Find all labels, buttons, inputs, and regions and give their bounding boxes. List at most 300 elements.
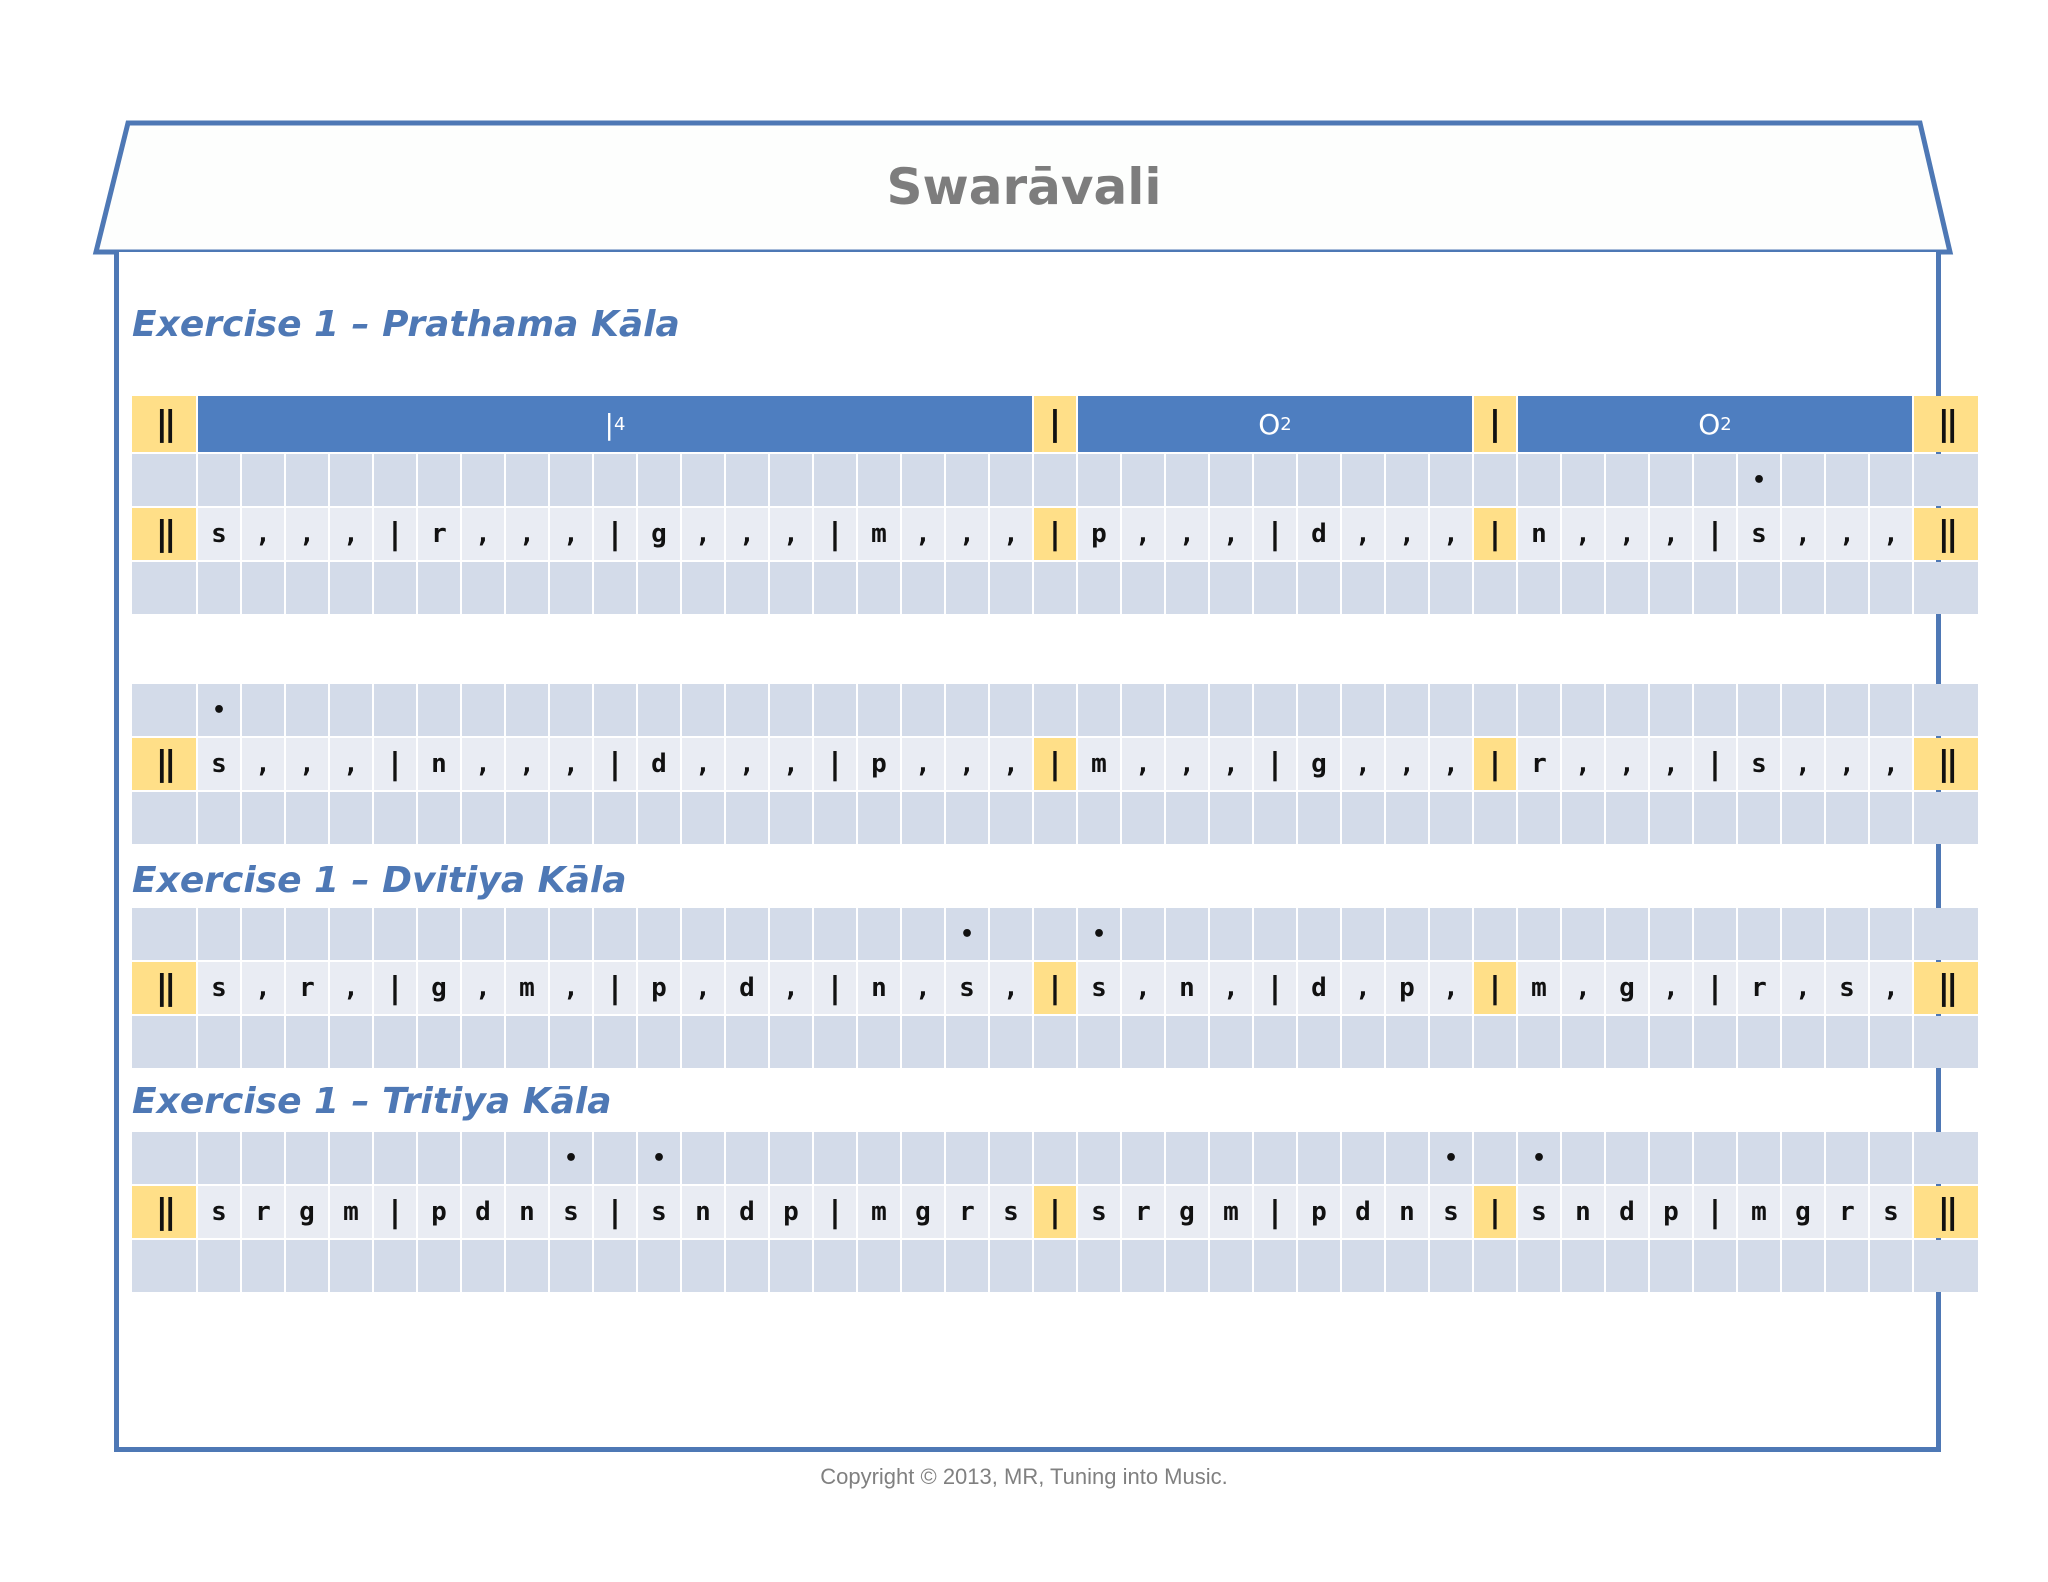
notation-table xyxy=(132,396,1955,614)
dot-cell xyxy=(286,684,328,736)
dot-cell xyxy=(286,1016,328,1068)
dot-cell xyxy=(1606,1132,1648,1184)
dot-cell xyxy=(990,454,1032,506)
dot-cell xyxy=(1122,562,1164,614)
rest-mark: , xyxy=(1355,519,1371,549)
beat-bar: | xyxy=(389,1194,401,1230)
dot-cell xyxy=(1518,1132,1560,1184)
lower-dot-row xyxy=(132,792,1920,844)
dot-cell xyxy=(1034,1240,1076,1292)
beat-bar: | xyxy=(1709,1194,1721,1230)
dot-cell xyxy=(1078,684,1120,736)
dot-cell xyxy=(902,1240,944,1292)
swara-note: r xyxy=(1531,749,1547,779)
note-cell xyxy=(1430,738,1472,790)
note-cell xyxy=(1738,962,1780,1014)
rest-mark: , xyxy=(1795,519,1811,549)
note-cell xyxy=(1562,508,1604,560)
note-cell xyxy=(198,1186,240,1238)
dot-cell xyxy=(814,562,856,614)
rest-mark: , xyxy=(343,749,359,779)
lower-dot-row xyxy=(132,562,1920,614)
dot-cell xyxy=(506,908,548,960)
swara-note: r xyxy=(299,973,315,1003)
dot-cell xyxy=(990,908,1032,960)
dot-cell xyxy=(1210,1240,1252,1292)
dot-cell-end xyxy=(1914,1016,1978,1068)
swara-note: g xyxy=(651,519,667,549)
swara-note: d xyxy=(1311,519,1327,549)
swara-note: r xyxy=(1135,1197,1151,1227)
note-cell xyxy=(726,962,768,1014)
note-cell xyxy=(814,738,856,790)
dot-cell xyxy=(1210,454,1252,506)
dot-cell xyxy=(286,562,328,614)
separator-cell xyxy=(1034,508,1076,560)
end-bar xyxy=(1914,962,1978,1014)
dot-cell xyxy=(1870,454,1912,506)
dot-cell xyxy=(1210,684,1252,736)
note-cell xyxy=(1518,738,1560,790)
beat-bar: | xyxy=(1709,516,1721,552)
note-cell xyxy=(242,1186,284,1238)
dot-cell xyxy=(1210,1016,1252,1068)
dot-cell xyxy=(198,562,240,614)
note-cell xyxy=(682,1186,724,1238)
dot-cell xyxy=(1034,684,1076,736)
note-cell xyxy=(1430,508,1472,560)
note-cell xyxy=(1298,738,1340,790)
rest-mark: , xyxy=(255,749,271,779)
note-cell xyxy=(242,738,284,790)
header-start-bar xyxy=(132,396,196,452)
rest-mark: , xyxy=(1619,749,1635,779)
note-cell xyxy=(1650,508,1692,560)
beat-bar: | xyxy=(1049,516,1061,552)
separator-cell xyxy=(1474,1186,1516,1238)
tala-segment-count: 2 xyxy=(1280,413,1292,435)
upper-dot-row xyxy=(132,1132,1920,1184)
dot-cell xyxy=(1430,562,1472,614)
dot-cell xyxy=(550,1016,592,1068)
swara-note: p xyxy=(1311,1197,1327,1227)
dot-cell xyxy=(1562,1240,1604,1292)
dot-cell xyxy=(1738,454,1780,506)
dot-cell xyxy=(1342,792,1384,844)
note-cell xyxy=(462,1186,504,1238)
dot-cell xyxy=(858,1016,900,1068)
dot-cell xyxy=(1518,684,1560,736)
dot-cell xyxy=(1210,1132,1252,1184)
dot-cell xyxy=(374,1240,416,1292)
upper-octave-dot: • xyxy=(1091,921,1107,947)
note-cell xyxy=(594,508,636,560)
note-cell xyxy=(1870,1186,1912,1238)
dot-cell xyxy=(1870,684,1912,736)
dot-cell xyxy=(1650,562,1692,614)
dot-cell xyxy=(330,792,372,844)
dot-cell xyxy=(1034,908,1076,960)
swara-note: s xyxy=(1091,973,1107,1003)
dot-cell xyxy=(550,1132,592,1184)
dot-cell xyxy=(1122,1240,1164,1292)
note-cell xyxy=(726,738,768,790)
dot-cell xyxy=(1254,1016,1296,1068)
dot-cell xyxy=(1298,792,1340,844)
dot-cell xyxy=(902,1016,944,1068)
swara-note: m xyxy=(343,1197,359,1227)
dot-cell xyxy=(1078,908,1120,960)
exercise-title: Exercise 1 – Tritiya Kāla xyxy=(132,1081,612,1122)
dot-cell xyxy=(946,792,988,844)
note-cell xyxy=(682,962,724,1014)
dot-cell xyxy=(1430,1016,1472,1068)
dot-cell xyxy=(1518,454,1560,506)
dot-cell xyxy=(594,684,636,736)
note-cell xyxy=(1122,962,1164,1014)
beat-bar: | xyxy=(829,1194,841,1230)
note-cell xyxy=(682,508,724,560)
note-cell xyxy=(1078,508,1120,560)
dot-cell xyxy=(1298,1016,1340,1068)
dot-cell xyxy=(726,1240,768,1292)
note-cell xyxy=(946,738,988,790)
rest-mark: , xyxy=(1003,519,1019,549)
note-cell xyxy=(990,1186,1032,1238)
swara-note: g xyxy=(1311,749,1327,779)
dot-cell xyxy=(1254,908,1296,960)
start-bar xyxy=(132,738,196,790)
note-cell xyxy=(506,1186,548,1238)
rest-mark: , xyxy=(783,749,799,779)
dot-cell xyxy=(1342,454,1384,506)
dot-cell xyxy=(286,908,328,960)
rest-mark: , xyxy=(255,973,271,1003)
dot-cell xyxy=(1386,1016,1428,1068)
dot-cell xyxy=(1210,562,1252,614)
swara-note: r xyxy=(255,1197,271,1227)
end-bar-glyph: || xyxy=(1937,968,1955,1008)
swara-note: g xyxy=(299,1197,315,1227)
note-cell xyxy=(1386,962,1428,1014)
rest-mark: , xyxy=(783,973,799,1003)
rest-mark: , xyxy=(695,749,711,779)
dot-cell xyxy=(1122,908,1164,960)
dot-cell xyxy=(638,1240,680,1292)
dot-cell xyxy=(1562,562,1604,614)
rest-mark: , xyxy=(1575,519,1591,549)
dot-cell xyxy=(1606,454,1648,506)
note-cell xyxy=(330,738,372,790)
dot-cell xyxy=(1342,1016,1384,1068)
dot-cell xyxy=(1738,1016,1780,1068)
dot-cell xyxy=(462,454,504,506)
dot-cell xyxy=(1166,454,1208,506)
dot-cell xyxy=(1298,1240,1340,1292)
dot-cell xyxy=(1386,1132,1428,1184)
dot-cell xyxy=(814,908,856,960)
swara-note: d xyxy=(1311,973,1327,1003)
note-cell xyxy=(418,1186,460,1238)
rest-mark: , xyxy=(1443,519,1459,549)
dot-cell xyxy=(1782,1016,1824,1068)
dot-cell xyxy=(286,1240,328,1292)
dot-cell xyxy=(594,1240,636,1292)
dot-cell xyxy=(946,1132,988,1184)
dot-cell xyxy=(1386,684,1428,736)
dot-cell xyxy=(1386,792,1428,844)
swara-note: g xyxy=(1619,973,1635,1003)
note-cell xyxy=(550,962,592,1014)
note-cell xyxy=(1254,1186,1296,1238)
tala-segment-label: O xyxy=(1258,407,1281,441)
dot-cell xyxy=(1254,1132,1296,1184)
dot-cell xyxy=(1826,454,1868,506)
rest-mark: , xyxy=(1355,749,1371,779)
dot-cell xyxy=(242,454,284,506)
note-cell xyxy=(594,1186,636,1238)
dot-cell xyxy=(242,684,284,736)
end-bar xyxy=(1914,1186,1978,1238)
rest-mark: , xyxy=(299,749,315,779)
dot-cell xyxy=(1166,1016,1208,1068)
notation-table xyxy=(132,908,1955,1068)
rest-mark: , xyxy=(255,519,271,549)
dot-cell xyxy=(638,454,680,506)
swara-note: p xyxy=(1399,973,1415,1003)
rest-mark: , xyxy=(1135,973,1151,1003)
dot-cell xyxy=(594,1016,636,1068)
note-cell xyxy=(1210,508,1252,560)
dot-cell xyxy=(418,454,460,506)
dot-cell xyxy=(1474,1016,1516,1068)
rest-mark: , xyxy=(1575,749,1591,779)
swara-note: g xyxy=(1179,1197,1195,1227)
dot-cell xyxy=(990,684,1032,736)
swara-note: s xyxy=(1751,749,1767,779)
note-cell xyxy=(1342,508,1384,560)
upper-octave-dot: • xyxy=(211,697,227,723)
note-cell xyxy=(550,738,592,790)
note-cell xyxy=(1254,508,1296,560)
dot-cell xyxy=(198,908,240,960)
notation-row xyxy=(132,508,1955,560)
dot-cell-start xyxy=(132,792,196,844)
start-bar-glyph: || xyxy=(155,744,173,784)
dot-cell xyxy=(1650,684,1692,736)
dot-cell xyxy=(1078,1240,1120,1292)
note-cell xyxy=(374,962,416,1014)
upper-dot-row xyxy=(132,454,1920,506)
note-cell xyxy=(1386,738,1428,790)
note-cell xyxy=(1210,962,1252,1014)
dot-cell xyxy=(638,908,680,960)
swara-note: p xyxy=(651,973,667,1003)
swara-note: p xyxy=(1091,519,1107,549)
dot-cell xyxy=(1694,792,1736,844)
note-cell xyxy=(1650,1186,1692,1238)
dot-cell xyxy=(242,562,284,614)
note-cell xyxy=(418,508,460,560)
note-cell xyxy=(198,962,240,1014)
dot-cell xyxy=(330,454,372,506)
swara-note: d xyxy=(1355,1197,1371,1227)
note-cell xyxy=(1518,1186,1560,1238)
start-bar xyxy=(132,962,196,1014)
swara-note: p xyxy=(431,1197,447,1227)
note-cell xyxy=(770,508,812,560)
rest-mark: , xyxy=(1223,519,1239,549)
note-cell xyxy=(506,508,548,560)
tala-segment xyxy=(1078,396,1472,452)
note-cell xyxy=(1078,1186,1120,1238)
dot-cell xyxy=(1122,1016,1164,1068)
dot-cell xyxy=(286,1132,328,1184)
dot-cell xyxy=(1782,1132,1824,1184)
beat-bar: | xyxy=(1269,970,1281,1006)
dot-cell xyxy=(1562,684,1604,736)
swara-note: r xyxy=(1751,973,1767,1003)
dot-cell xyxy=(1738,684,1780,736)
tala-header-row xyxy=(132,396,1955,452)
copyright-text: Copyright © 2013, MR, Tuning into Music. xyxy=(820,1464,1228,1489)
tala-segment-count: 4 xyxy=(613,413,626,435)
dot-cell xyxy=(858,562,900,614)
note-cell xyxy=(1166,738,1208,790)
dot-cell xyxy=(1826,562,1868,614)
dot-cell xyxy=(1386,454,1428,506)
note-cell xyxy=(198,508,240,560)
dot-cell xyxy=(858,1240,900,1292)
note-cell xyxy=(594,962,636,1014)
rest-mark: , xyxy=(959,749,975,779)
dot-cell xyxy=(1342,908,1384,960)
dot-cell xyxy=(1606,908,1648,960)
note-cell xyxy=(638,962,680,1014)
dot-cell xyxy=(1562,1016,1604,1068)
dot-cell xyxy=(858,454,900,506)
dot-cell xyxy=(770,1132,812,1184)
dot-cell-end xyxy=(1914,908,1978,960)
swara-note: n xyxy=(1179,973,1195,1003)
dot-cell xyxy=(1166,1132,1208,1184)
dot-cell xyxy=(1166,562,1208,614)
notation-row xyxy=(132,962,1955,1014)
swara-note: p xyxy=(783,1197,799,1227)
note-cell xyxy=(1870,508,1912,560)
dot-cell xyxy=(902,1132,944,1184)
dot-cell xyxy=(1870,908,1912,960)
swara-note: s xyxy=(959,973,975,1003)
note-cell xyxy=(858,962,900,1014)
note-cell xyxy=(1650,962,1692,1014)
dot-cell xyxy=(506,1132,548,1184)
beat-bar: | xyxy=(1489,746,1501,782)
swara-note: m xyxy=(871,519,887,549)
swara-note: m xyxy=(519,973,535,1003)
beat-bar: | xyxy=(1269,746,1281,782)
note-cell xyxy=(1166,962,1208,1014)
dot-cell xyxy=(770,454,812,506)
beat-bar: | xyxy=(1489,970,1501,1006)
dot-cell xyxy=(286,792,328,844)
dot-cell xyxy=(1650,1132,1692,1184)
note-cell xyxy=(330,1186,372,1238)
note-cell xyxy=(1606,508,1648,560)
dot-cell xyxy=(374,1016,416,1068)
dot-cell xyxy=(638,1132,680,1184)
dot-cell-start xyxy=(132,1132,196,1184)
note-cell xyxy=(462,508,504,560)
upper-octave-dot: • xyxy=(1751,467,1767,493)
upper-octave-dot: • xyxy=(1443,1145,1459,1171)
beat-bar: | xyxy=(1049,746,1061,782)
beat-bar: | xyxy=(1049,970,1061,1006)
dot-cell xyxy=(990,562,1032,614)
dot-cell xyxy=(462,562,504,614)
dot-cell xyxy=(1078,1016,1120,1068)
dot-cell xyxy=(726,684,768,736)
dot-cell xyxy=(902,792,944,844)
upper-octave-dot: • xyxy=(959,921,975,947)
tala-segment xyxy=(1518,396,1912,452)
rest-mark: , xyxy=(1839,749,1855,779)
note-cell xyxy=(814,508,856,560)
swara-note: s xyxy=(1839,973,1855,1003)
dot-cell-end xyxy=(1914,792,1978,844)
dot-cell xyxy=(506,684,548,736)
dot-cell xyxy=(506,1240,548,1292)
swara-note: n xyxy=(431,749,447,779)
dot-cell xyxy=(330,908,372,960)
note-cell xyxy=(1738,508,1780,560)
note-cell xyxy=(1254,738,1296,790)
note-cell xyxy=(1562,738,1604,790)
swara-note: s xyxy=(1751,519,1767,549)
dot-cell xyxy=(1166,1240,1208,1292)
dot-cell xyxy=(1166,908,1208,960)
note-cell xyxy=(242,508,284,560)
note-cell xyxy=(1430,1186,1472,1238)
upper-dot-row xyxy=(132,908,1920,960)
beat-bar: | xyxy=(609,516,621,552)
note-cell xyxy=(1166,508,1208,560)
dot-cell xyxy=(242,1016,284,1068)
dot-cell xyxy=(1694,684,1736,736)
beat-bar: | xyxy=(1709,970,1721,1006)
dot-cell xyxy=(1166,684,1208,736)
header-separator xyxy=(1034,396,1076,452)
swara-note: n xyxy=(1399,1197,1415,1227)
dot-cell xyxy=(1826,684,1868,736)
rest-mark: , xyxy=(1179,519,1195,549)
swara-note: n xyxy=(871,973,887,1003)
dot-cell xyxy=(1606,684,1648,736)
dot-cell xyxy=(1386,1240,1428,1292)
dot-cell xyxy=(1430,1132,1472,1184)
dot-cell xyxy=(638,562,680,614)
notation-table xyxy=(132,684,1955,844)
dot-cell xyxy=(242,1240,284,1292)
beat-bar: | xyxy=(1489,1194,1501,1230)
dot-cell xyxy=(990,1132,1032,1184)
note-cell xyxy=(1782,738,1824,790)
dot-cell xyxy=(1694,562,1736,614)
dot-cell xyxy=(726,562,768,614)
swara-note: d xyxy=(475,1197,491,1227)
dot-cell xyxy=(946,1016,988,1068)
dot-cell xyxy=(814,792,856,844)
